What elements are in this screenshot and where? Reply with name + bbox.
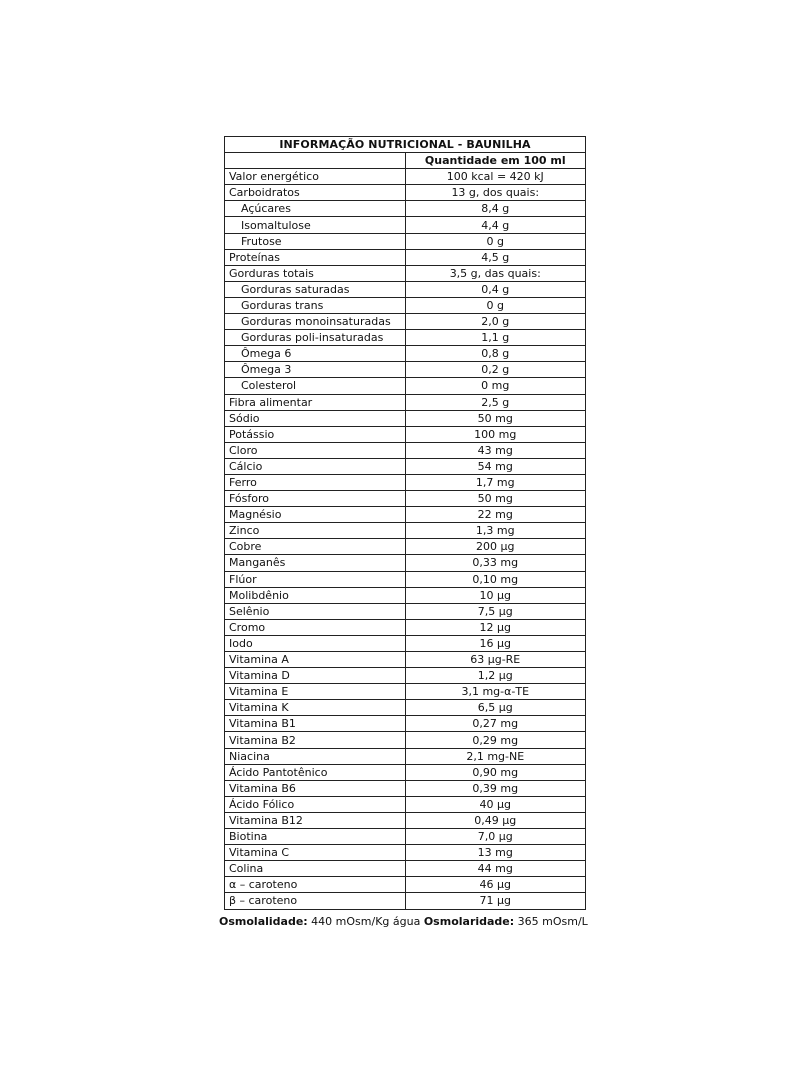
table-row	[225, 233, 586, 249]
nutrient-label: Gorduras trans	[225, 297, 406, 313]
table-row	[225, 764, 586, 780]
nutrient-label: Gorduras saturadas	[225, 281, 406, 297]
table-row	[225, 716, 586, 732]
nutrient-label: Vitamina A	[225, 652, 406, 668]
nutrient-label: Vitamina C	[225, 845, 406, 861]
nutrient-value: 0 g	[405, 233, 586, 249]
nutrient-label: Fibra alimentar	[225, 394, 406, 410]
nutrition-table-body	[225, 137, 586, 910]
nutrient-label: Ômega 3	[225, 362, 406, 378]
nutrient-value: 13 mg	[405, 845, 586, 861]
nutrient-label: Colesterol	[225, 378, 406, 394]
table-row	[225, 523, 586, 539]
nutrient-value: 54 mg	[405, 458, 586, 474]
nutrient-value: 50 mg	[405, 410, 586, 426]
nutrient-value: 46 µg	[405, 877, 586, 893]
nutrient-value: 22 mg	[405, 507, 586, 523]
nutrient-label: Isomaltulose	[225, 217, 406, 233]
nutrient-label: Selênio	[225, 603, 406, 619]
nutrient-label: Cromo	[225, 619, 406, 635]
nutrient-value: 2,0 g	[405, 314, 586, 330]
nutrient-label: Molibdênio	[225, 587, 406, 603]
nutrient-label: Ômega 6	[225, 346, 406, 362]
table-row	[225, 732, 586, 748]
nutrient-label: Ácido Fólico	[225, 796, 406, 812]
nutrient-label: Gorduras monoinsaturadas	[225, 314, 406, 330]
nutrient-value: 0,8 g	[405, 346, 586, 362]
table-row	[225, 185, 586, 201]
nutrient-label: Fósforo	[225, 491, 406, 507]
table-row	[225, 700, 586, 716]
table-row	[225, 394, 586, 410]
nutrient-value: 71 µg	[405, 893, 586, 909]
table-row	[225, 442, 586, 458]
table-row	[225, 877, 586, 893]
nutrient-value: 43 mg	[405, 442, 586, 458]
nutrient-label: β – caroteno	[225, 893, 406, 909]
osmolaridade-value: 365 mOsm/L	[514, 915, 588, 928]
nutrient-label: Iodo	[225, 635, 406, 651]
nutrient-label: Ferro	[225, 474, 406, 490]
table-row	[225, 571, 586, 587]
nutrient-value: 1,1 g	[405, 330, 586, 346]
table-row	[225, 539, 586, 555]
nutrient-value: 1,3 mg	[405, 523, 586, 539]
table-row	[225, 812, 586, 828]
nutrient-label: Potássio	[225, 426, 406, 442]
nutrient-value: 10 µg	[405, 587, 586, 603]
nutrient-value: 1,7 mg	[405, 474, 586, 490]
nutrient-label: Cloro	[225, 442, 406, 458]
osmolaridade-label: Osmolaridade:	[423, 915, 515, 928]
nutrient-value: 0,29 mg	[405, 732, 586, 748]
nutrition-table	[224, 136, 586, 910]
table-row	[225, 619, 586, 635]
nutrient-label: Vitamina B1	[225, 716, 406, 732]
nutrient-value: 0,27 mg	[405, 716, 586, 732]
table-row	[225, 362, 586, 378]
table-row	[225, 845, 586, 861]
nutrient-value: 40 µg	[405, 796, 586, 812]
nutrient-value: 63 µg-RE	[405, 652, 586, 668]
table-row	[225, 893, 586, 909]
nutrient-label: Vitamina D	[225, 668, 406, 684]
empty-header-cell	[225, 153, 406, 169]
nutrient-value: 2,5 g	[405, 394, 586, 410]
nutrient-value: 2,1 mg-NE	[405, 748, 586, 764]
table-row	[225, 314, 586, 330]
table-row	[225, 861, 586, 877]
nutrient-value: 12 µg	[405, 619, 586, 635]
quantity-header: Quantidade em 100 ml	[405, 153, 586, 169]
table-row	[225, 635, 586, 651]
nutrient-label: Zinco	[225, 523, 406, 539]
nutrient-label: Açúcares	[225, 201, 406, 217]
table-row	[225, 748, 586, 764]
table-row	[225, 829, 586, 845]
table-row	[225, 249, 586, 265]
table-row	[225, 169, 586, 185]
table-row	[225, 780, 586, 796]
table-row	[225, 265, 586, 281]
table-row	[225, 330, 586, 346]
table-row	[225, 796, 586, 812]
quantity-header-row	[225, 153, 586, 169]
nutrient-value: 3,5 g, das quais:	[405, 265, 586, 281]
table-row	[225, 684, 586, 700]
nutrient-label: Ácido Pantotênico	[225, 764, 406, 780]
table-row	[225, 603, 586, 619]
nutrient-value: 7,5 µg	[405, 603, 586, 619]
nutrient-label: Cobre	[225, 539, 406, 555]
nutrient-label: α – caroteno	[225, 877, 406, 893]
table-row	[225, 587, 586, 603]
nutrient-label: Magnésio	[225, 507, 406, 523]
nutrient-label: Cálcio	[225, 458, 406, 474]
nutrient-value: 16 µg	[405, 635, 586, 651]
osmolalidade-label: Osmolalidade:	[219, 915, 308, 928]
nutrient-value: 13 g, dos quais:	[405, 185, 586, 201]
nutrient-label: Proteínas	[225, 249, 406, 265]
osmolalidade-value: 440 mOsm/Kg água	[307, 915, 424, 928]
nutrient-value: 0,4 g	[405, 281, 586, 297]
nutrient-label: Frutose	[225, 233, 406, 249]
nutrient-value: 50 mg	[405, 491, 586, 507]
nutrient-label: Sódio	[225, 410, 406, 426]
nutrient-label: Niacina	[225, 748, 406, 764]
nutrient-value: 0,33 mg	[405, 555, 586, 571]
nutrient-value: 0,10 mg	[405, 571, 586, 587]
nutrient-value: 3,1 mg-α-TE	[405, 684, 586, 700]
nutrient-label: Manganês	[225, 555, 406, 571]
nutrient-label: Gorduras totais	[225, 265, 406, 281]
nutrient-label: Vitamina B2	[225, 732, 406, 748]
nutrient-label: Valor energético	[225, 169, 406, 185]
table-row	[225, 652, 586, 668]
nutrient-value: 100 mg	[405, 426, 586, 442]
table-row	[225, 426, 586, 442]
nutrient-label: Carboidratos	[225, 185, 406, 201]
table-row	[225, 346, 586, 362]
table-row	[225, 668, 586, 684]
table-title: INFORMAÇÃO NUTRICIONAL - BAUNILHA	[225, 137, 586, 153]
nutrient-label: Vitamina B12	[225, 812, 406, 828]
table-row	[225, 507, 586, 523]
title-row	[225, 137, 586, 153]
nutrient-label: Biotina	[225, 829, 406, 845]
nutrient-value: 44 mg	[405, 861, 586, 877]
nutrient-value: 4,4 g	[405, 217, 586, 233]
nutrient-value: 1,2 µg	[405, 668, 586, 684]
nutrient-label: Gorduras poli-insaturadas	[225, 330, 406, 346]
nutrient-value: 200 µg	[405, 539, 586, 555]
nutrient-value: 0 mg	[405, 378, 586, 394]
nutrient-value: 0,39 mg	[405, 780, 586, 796]
table-row	[225, 297, 586, 313]
nutrient-value: 0 g	[405, 297, 586, 313]
table-row	[225, 378, 586, 394]
nutrient-value: 0,2 g	[405, 362, 586, 378]
table-row	[225, 555, 586, 571]
nutrient-label: Vitamina E	[225, 684, 406, 700]
nutrient-label: Colina	[225, 861, 406, 877]
nutrient-value: 0,49 µg	[405, 812, 586, 828]
table-row	[225, 458, 586, 474]
table-row	[225, 217, 586, 233]
nutrient-label: Flúor	[225, 571, 406, 587]
osmolality-footer	[219, 915, 609, 928]
nutrition-table-container	[224, 136, 586, 910]
nutrient-value: 0,90 mg	[405, 764, 586, 780]
table-row	[225, 491, 586, 507]
table-row	[225, 474, 586, 490]
nutrient-label: Vitamina B6	[225, 780, 406, 796]
nutrient-value: 4,5 g	[405, 249, 586, 265]
table-row	[225, 281, 586, 297]
nutrient-value: 8,4 g	[405, 201, 586, 217]
nutrient-label: Vitamina K	[225, 700, 406, 716]
nutrient-value: 100 kcal = 420 kJ	[405, 169, 586, 185]
nutrient-value: 6,5 µg	[405, 700, 586, 716]
nutrient-value: 7,0 µg	[405, 829, 586, 845]
table-row	[225, 201, 586, 217]
table-row	[225, 410, 586, 426]
